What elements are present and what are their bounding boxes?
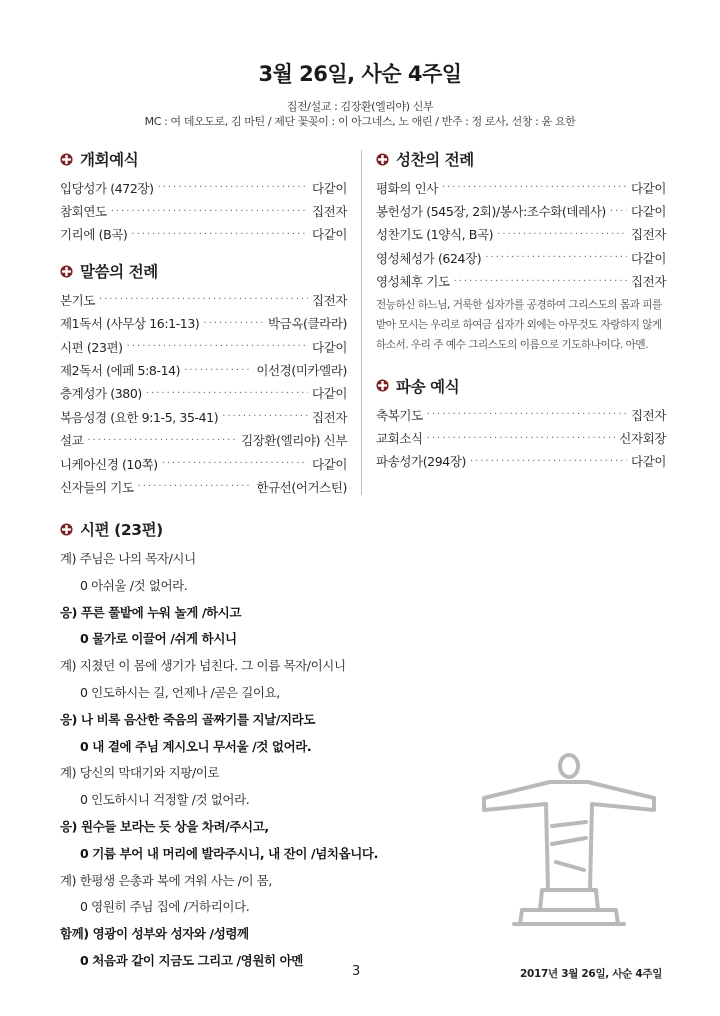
- section-title: 파송 예식: [396, 377, 460, 396]
- order-item: [376, 176, 666, 199]
- order-item: [60, 223, 347, 246]
- order-item: [376, 270, 666, 293]
- item-role: 박금옥(클라라): [267, 316, 347, 332]
- psalm-line: 계) 지쳤던 이 몸에 생기가 넘친다. 그 이름 목자/이시니: [60, 658, 346, 674]
- section-dismissal-heading: [376, 375, 666, 397]
- order-item: [376, 450, 666, 473]
- order-item: [376, 246, 666, 269]
- order-item: [60, 199, 347, 222]
- section-title: 말씀의 전례: [80, 263, 158, 282]
- section-eucharist-heading: [376, 148, 666, 170]
- psalm-line: 0 인도하시니 걱정할 /것 없어라.: [80, 792, 250, 808]
- order-item: [60, 358, 347, 381]
- item-label: 축복기도: [376, 407, 423, 423]
- psalm-line: 계) 당신의 막대기와 지팡/이로: [60, 765, 220, 781]
- item-role: 집전자: [630, 227, 666, 243]
- item-label: 층계성가 (380): [60, 386, 142, 402]
- section-title: 시편 (23편): [80, 521, 163, 539]
- order-item: [376, 403, 666, 426]
- psalm-line: 0 아쉬울 /것 없어라.: [80, 577, 188, 593]
- dot-leader: [454, 276, 627, 287]
- item-role: 집전자: [630, 274, 666, 290]
- item-label: 본기도: [60, 292, 96, 308]
- item-label: 성찬기도 (1양식, B곡): [376, 227, 494, 243]
- psalm-line: 0 영원히 주님 집에 /거하리이다.: [80, 899, 250, 915]
- psalm-lines: [60, 546, 420, 975]
- item-role: 집전자: [311, 409, 347, 425]
- dot-leader: [222, 411, 308, 422]
- footer-date: 2017년 3월 26일, 사순 4주일: [520, 968, 663, 980]
- dot-leader: [162, 458, 308, 469]
- item-role: 다같이: [630, 180, 666, 196]
- cross-icon: [60, 523, 73, 536]
- psalm-line: 응) 나 비록 음산한 죽음의 골짜기를 지날/지라도: [60, 711, 316, 727]
- ministers-line: MC : 여 데오도로, 김 마틴 / 제단 꽃꽂이 : 이 아그네스, 노 애린 / 반주 : 정 로사, 선창 : 윤 요한: [144, 115, 576, 128]
- section-opening-heading: [60, 148, 347, 170]
- item-role: 다같이: [311, 339, 347, 355]
- dot-leader: [470, 456, 627, 467]
- item-role: 집전자: [311, 292, 347, 308]
- item-role: 다같이: [311, 456, 347, 472]
- order-item: [60, 335, 347, 358]
- psalm-line: 0 기름 부어 내 머리에 발라주시니, 내 잔이 /넘치옵니다.: [80, 845, 378, 861]
- dot-leader: [184, 365, 252, 376]
- item-label: 입당성가 (472장): [60, 180, 154, 196]
- psalm-line: 0 내 곁에 주님 계시오니 무서울 /것 없어라.: [80, 738, 312, 754]
- psalm-line: 계) 주님은 나의 목자/시니: [60, 551, 196, 566]
- item-label: 복음성경 (요한 9:1-5, 35-41): [60, 409, 219, 425]
- item-role: 다같이: [311, 180, 347, 196]
- item-label: 교회소식: [376, 431, 423, 447]
- dot-leader: [442, 182, 627, 193]
- dot-leader: [485, 252, 627, 263]
- dot-leader: [427, 433, 616, 444]
- order-item: [60, 288, 347, 311]
- section-word-heading: [60, 260, 347, 282]
- item-label: 봉헌성가 (545장, 2회)/봉사:조수화(데레사): [376, 204, 606, 220]
- order-item: [60, 176, 347, 199]
- item-label: 영성체후 기도: [376, 274, 450, 290]
- order-item: [376, 223, 666, 246]
- order-item: [60, 405, 347, 428]
- psalm-section: [60, 518, 420, 975]
- dot-leader: [138, 481, 253, 492]
- section-title: 성찬의 전례: [396, 151, 474, 169]
- psalm-line: 0 처음과 같이 지금도 그리고 /영원히 아멘: [80, 952, 303, 968]
- word-list: [60, 288, 347, 499]
- dot-leader: [427, 409, 627, 420]
- dot-leader: [610, 206, 627, 217]
- order-item: [60, 312, 347, 335]
- order-item: [60, 475, 347, 498]
- item-label: 신자들의 기도: [60, 479, 134, 495]
- dot-leader: [111, 206, 308, 217]
- post-communion-prayer: 전능하신 하느님, 거룩한 십자가를 공경하여 그리스도의 몸과 피를 받아 모시는 우리로 하여금 십자가 외에는 아무것도 자랑하지 않게 하소서. 우리 주 예수 그리스도의 이름으로 기도하나이다. 아멘.: [376, 298, 662, 351]
- psalm-line: 0 인도하시는 길, 언제나 /곧은 길이요,: [80, 684, 280, 700]
- item-role: 다같이: [630, 250, 666, 266]
- item-label: 파송성가(294장): [376, 454, 466, 470]
- dot-leader: [99, 294, 308, 305]
- left-column: [60, 148, 347, 499]
- section-psalm-heading: [60, 518, 420, 540]
- cross-icon: [376, 379, 389, 392]
- item-role: 한규선(어거스틴): [256, 479, 347, 495]
- eucharist-list: [376, 176, 666, 293]
- dot-leader: [127, 341, 308, 352]
- psalm-line: 계) 한평생 은총과 복에 겨워 사는 /이 몸,: [60, 872, 273, 888]
- item-role: 집전자: [311, 204, 347, 220]
- dismissal-list: [376, 403, 666, 473]
- cross-icon: [60, 153, 73, 166]
- item-role: 다같이: [630, 204, 666, 220]
- item-role: 이선경(미카엘라): [256, 363, 347, 379]
- item-label: 참회연도: [60, 204, 107, 220]
- order-item: [376, 199, 666, 222]
- order-item: [376, 426, 666, 449]
- item-label: 니케아신경 (10쪽): [60, 456, 158, 472]
- item-label: 제1독서 (사무상 16:1-13): [60, 316, 200, 332]
- dot-leader: [497, 229, 627, 240]
- item-role: 집전자: [630, 407, 666, 423]
- page-title: 3월 26일, 사순 4주일: [258, 62, 462, 86]
- cross-icon: [60, 265, 73, 278]
- celebrant-line: 집전/설교 : 김장환(엘리야) 신부: [286, 100, 434, 113]
- dot-leader: [87, 435, 237, 446]
- item-role: 신자회장: [619, 431, 666, 447]
- dot-leader: [146, 388, 308, 399]
- order-item: [60, 452, 347, 475]
- item-label: 영성체성가 (624장): [376, 250, 482, 266]
- right-column: [376, 148, 666, 473]
- column-divider: [361, 150, 362, 495]
- dot-leader: [203, 318, 264, 329]
- item-label: 시편 (23편): [60, 339, 123, 355]
- psalm-line: 0 물가로 이끌어 /쉬게 하시니: [80, 631, 237, 647]
- order-item: [60, 429, 347, 452]
- cross-icon: [376, 153, 389, 166]
- section-title: 개회예식: [80, 151, 139, 169]
- psalm-line: 함께) 영광이 성부와 성자와 /성령께: [60, 926, 249, 942]
- item-label: 기리에 (B곡): [60, 227, 128, 243]
- dot-leader: [158, 182, 308, 193]
- psalm-line: 응) 원수들 보라는 듯 상을 차려/주시고,: [60, 818, 269, 834]
- page-number: 3: [352, 964, 361, 979]
- item-role: 김장환(엘리야) 신부: [241, 433, 347, 449]
- item-role: 다같이: [630, 454, 666, 470]
- christ-statue-icon: [478, 752, 660, 944]
- opening-list: [60, 176, 347, 246]
- order-item: [60, 382, 347, 405]
- item-label: 평화의 인사: [376, 180, 438, 196]
- item-role: 다같이: [311, 227, 347, 243]
- item-role: 다같이: [311, 386, 347, 402]
- dot-leader: [131, 229, 308, 240]
- item-label: 제2독서 (에페 5:8-14): [60, 363, 181, 379]
- item-label: 설교: [60, 433, 84, 449]
- psalm-line: 응) 푸른 풀밭에 누워 놀게 /하시고: [60, 604, 242, 620]
